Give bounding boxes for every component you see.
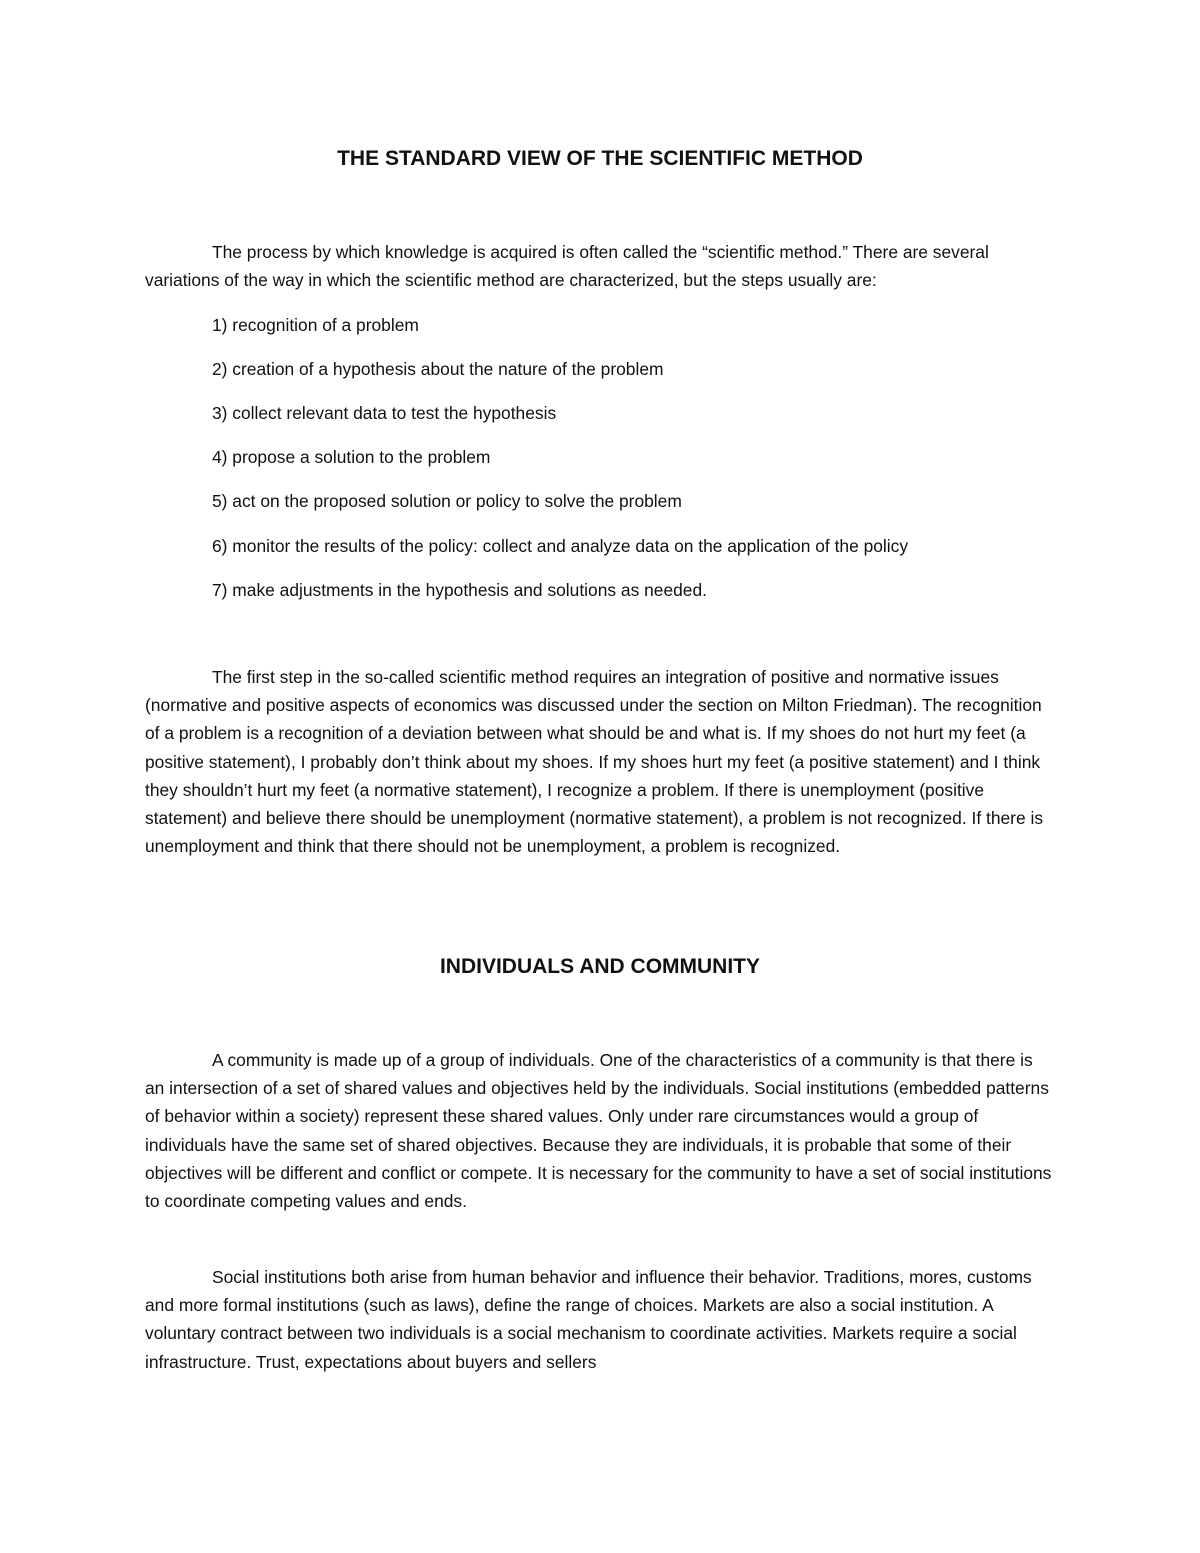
- method-step-2: 2) creation of a hypothesis about the nature of the problem: [212, 359, 664, 379]
- section-title-individuals-community: INDIVIDUALS AND COMMUNITY: [439, 955, 761, 978]
- section-title-scientific-method: THE STANDARD VIEW OF THE SCIENTIFIC METHOD: [337, 147, 863, 170]
- method-step-3: 3) collect relevant data to test the hypothesis: [212, 403, 557, 423]
- method-step-7: 7) make adjustments in the hypothesis and solutions as needed.: [212, 580, 707, 600]
- discussion-paragraph: [145, 663, 1055, 860]
- method-step-5: 5) act on the proposed solution or policy to solve the problem: [212, 491, 682, 511]
- discussion-text: The first step in the so-called scientific method requires an integration of positive and normative issues (normative and positive aspects of economics was discussed under the section on Milton Friedman). The recognition of a problem is a recognition of a deviation between what should be and what is. If my shoes do not hurt my feet (a positive statement), I probably don’t think about my shoes. If my shoes hurt my feet (a positive statement) and I think they shouldn’t hurt my feet (a normative statement), I recognize a problem. If there is unemployment (positive statement) and believe there should be unemployment (normative statement), a problem is not recognized. If there is unemployment and think that there should not be unemployment, a problem is recognized.: [145, 667, 1044, 857]
- method-step-1: 1) recognition of a problem: [212, 315, 419, 335]
- method-step-6: 6) monitor the results of the policy: collect and analyze data on the application of the policy: [212, 536, 909, 556]
- community-paragraph: [145, 1046, 1055, 1215]
- institutions-text: Social institutions both arise from human behavior and influence their behavior. Traditions, mores, customs and more formal institutions (such as laws), define the range of choices. Markets are also a social institution. A voluntary contract between two individuals is a social mechanism to coordinate activities. Markets require a social infrastructure. Trust, expectations about buyers and sellers: [145, 1267, 1032, 1372]
- intro-text: The process by which knowledge is acquired is often called the “scientific method.” There are several variations of the way in which the scientific method are characterized, but the steps usually are:: [145, 242, 989, 291]
- intro-paragraph: [145, 238, 1055, 294]
- method-step-4: 4) propose a solution to the problem: [212, 447, 491, 467]
- community-text: A community is made up of a group of individuals. One of the characteristics of a community is that there is an intersection of a set of shared values and objectives held by the individuals. Social institutions (embedded patterns of behavior within a society) represent these shared values. Only under rare circumstances would a group of individuals have the same set of shared objectives. Because they are individuals, it is probable that some of their objectives will be different and conflict or compete. It is necessary for the community to have a set of social institutions to coordinate competing values and ends.: [145, 1050, 1052, 1212]
- institutions-paragraph: [145, 1263, 1055, 1376]
